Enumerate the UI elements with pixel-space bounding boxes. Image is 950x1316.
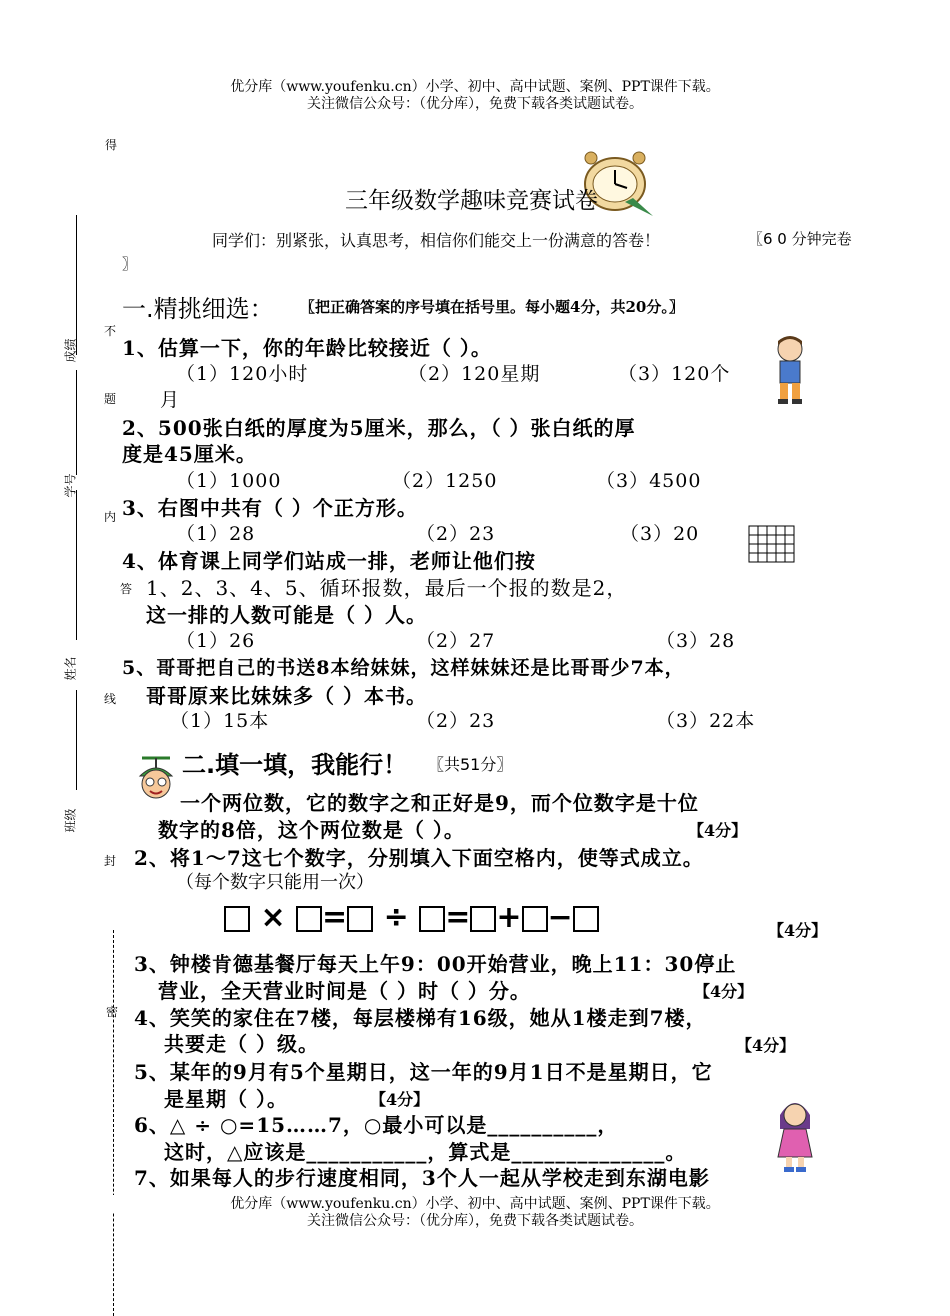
footer-line-2: 关注微信公众号：（优分库），免费下载各类试题试卷。 (307, 1213, 643, 1229)
s1-q4-opt3: （3）28 (656, 630, 736, 652)
s2-q2-line2: （每个数字只能用一次） (176, 872, 374, 893)
s1-q2-opt1: （1）1000 (176, 470, 282, 492)
s1-q4-line2: 1、2、3、4、5、循环报数，最后一个报的数是2， (146, 576, 628, 600)
s2-q7-line1: 7、如果每人的步行速度相同，3个人一起从学校走到东湖电影 (134, 1166, 710, 1190)
propeller-kid-illustration (128, 750, 184, 806)
s1-q5-opt3: （3）22本 (656, 710, 756, 732)
op-plus: + (496, 900, 522, 935)
boy-illustration (765, 333, 815, 408)
seal-char: 密 (106, 1005, 119, 1019)
s1-q4-opt2: （2）27 (416, 630, 496, 652)
s2-q4-points: 【4分】 (736, 1036, 796, 1055)
seal-char: 题 (104, 392, 117, 406)
s2-q2-points: 【4分】 (768, 921, 828, 940)
s2-q2-line1: 2、将1～7这七个数字，分别填入下面空格内，使等式成立。 (134, 846, 704, 870)
s1-q1-opt1: （1）120小时 (176, 363, 309, 385)
s1-q5-opt2: （2）23 (416, 710, 496, 732)
s1-q2-opt3: （3）4500 (596, 470, 702, 492)
header-line-2: 关注微信公众号：（优分库），免费下载各类试题试卷。 (307, 96, 643, 112)
margin-line (76, 370, 77, 475)
s1-q3: 3、右图中共有（ ）个正方形。 (122, 496, 418, 520)
s1-q1: 1、估算一下，你的年龄比较接近（ ）。 (122, 336, 492, 360)
section2-heading: 二.填一填，我能行！ (182, 751, 408, 779)
margin-line (76, 690, 77, 790)
margin-line (76, 215, 77, 355)
s1-q4-line3: 这一排的人数可能是（ ）人。 (146, 603, 427, 627)
time-note: 〖6 0 分钟完卷 (748, 230, 852, 248)
s2-q5-line1: 5、某年的9月有5个星期日，这一年的9月1日不是星期日，它 (134, 1060, 713, 1084)
s2-q1-points: 【4分】 (688, 821, 748, 840)
class-label: 班级 (63, 808, 78, 833)
answer-box[interactable] (470, 906, 496, 932)
footer-line-1: 优分库（www.youfenku.cn）小学、初中、高中试题、案例、PPT课件下载。 (0, 1195, 950, 1213)
section1-note: 〖把正确答案的序号填在括号里。每小题4分，共20分。〗 (300, 298, 684, 316)
s1-q3-opt2: （2）23 (416, 523, 496, 545)
s1-q5-line1: 5、哥哥把自己的书送8本给妹妹，这样妹妹还是比哥哥少7本， (122, 657, 685, 679)
section2-note: 〖共51分〗 (428, 755, 513, 774)
girl-illustration (770, 1095, 820, 1175)
answer-box[interactable] (296, 906, 322, 932)
s2-q6-line1: 6、△ ÷ ○=15……7，○最小可以是__________， (134, 1113, 619, 1137)
answer-box[interactable] (419, 906, 445, 932)
s1-q2-line2: 度是45厘米。 (122, 442, 257, 466)
answer-box[interactable] (224, 906, 250, 932)
s2-q1-line1: 一个两位数，它的数字之和正好是9，而个位数字是十位 (180, 791, 699, 815)
s1-q5-opt1: （1）15本 (170, 710, 270, 732)
s1-q3-opt1: （1）28 (176, 523, 256, 545)
s1-q2-opt2: （2）1250 (392, 470, 498, 492)
op-minus: − (547, 900, 573, 935)
s1-q4-opt1: （1）26 (176, 630, 256, 652)
intro-text: 同学们：别紧张，认真思考，相信你们能交上一份满意的答卷！ (212, 231, 661, 250)
score-label: 成绩 (63, 338, 78, 363)
s1-q1-cont: 月 (160, 389, 181, 411)
page-title: 三年级数学趣味竞赛试卷 (345, 188, 598, 214)
section1-heading: 一.精挑细选： (122, 295, 274, 323)
seal-dashed-line (113, 930, 114, 1316)
s1-q3-opt3: （3）20 (620, 523, 700, 545)
seal-char: 封 (104, 854, 117, 868)
s2-q3-points: 【4分】 (694, 982, 754, 1001)
s2-q6-line2: 这时，△应该是___________，算式是______________。 (164, 1140, 687, 1164)
answer-box[interactable] (573, 906, 599, 932)
seal-char: 答 (120, 582, 133, 596)
time-note-close: 〗 (122, 257, 136, 273)
answer-box[interactable] (522, 906, 548, 932)
op-equals: = (445, 900, 471, 935)
s2-q5-points: 【4分】 (370, 1090, 430, 1109)
s1-q5-line2: 哥哥原来比妹妹多（ ）本书。 (146, 684, 427, 708)
op-times: × (260, 900, 286, 935)
header-line-1: 优分库（www.youfenku.cn）小学、初中、高中试题、案例、PPT课件下载。 (230, 79, 720, 95)
student-id-label: 学号 (63, 473, 78, 498)
s2-q3-line2: 营业，全天营业时间是（ ）时（ ）分。 (158, 979, 531, 1003)
s2-q4-line1: 4、笑笑的家住在7楼，每层楼梯有16级，她从1楼走到7楼， (134, 1006, 707, 1030)
s1-q4-line1: 4、体育课上同学们站成一排，老师让他们按 (122, 549, 536, 573)
s2-q3-line1: 3、钟楼肯德基餐厅每天上午9：00开始营业，晚上11：30停止 (134, 952, 737, 976)
name-label: 姓名 (63, 656, 78, 681)
equation-row (224, 900, 599, 935)
op-divide: ÷ (383, 900, 409, 935)
square-grid-figure (748, 525, 796, 565)
s1-q2-line1: 2、500张白纸的厚度为5厘米，那么，（ ）张白纸的厚 (122, 416, 636, 440)
s1-q1-opt3: （3）120个 (618, 363, 731, 385)
s2-q1-line2: 数字的8倍，这个两位数是（ ）。 (158, 818, 465, 842)
margin-line (76, 490, 77, 640)
seal-char: 不 (104, 324, 117, 338)
score-label-de: 得 (105, 138, 118, 152)
answer-box[interactable] (347, 906, 373, 932)
seal-char: 线 (104, 692, 117, 706)
seal-char: 内 (104, 510, 117, 524)
s1-q1-opt2: （2）120星期 (408, 363, 541, 385)
s2-q5-line2: 是星期（ ）。 (164, 1087, 288, 1111)
s2-q4-line2: 共要走（ ）级。 (164, 1032, 319, 1056)
op-equals: = (322, 900, 348, 935)
